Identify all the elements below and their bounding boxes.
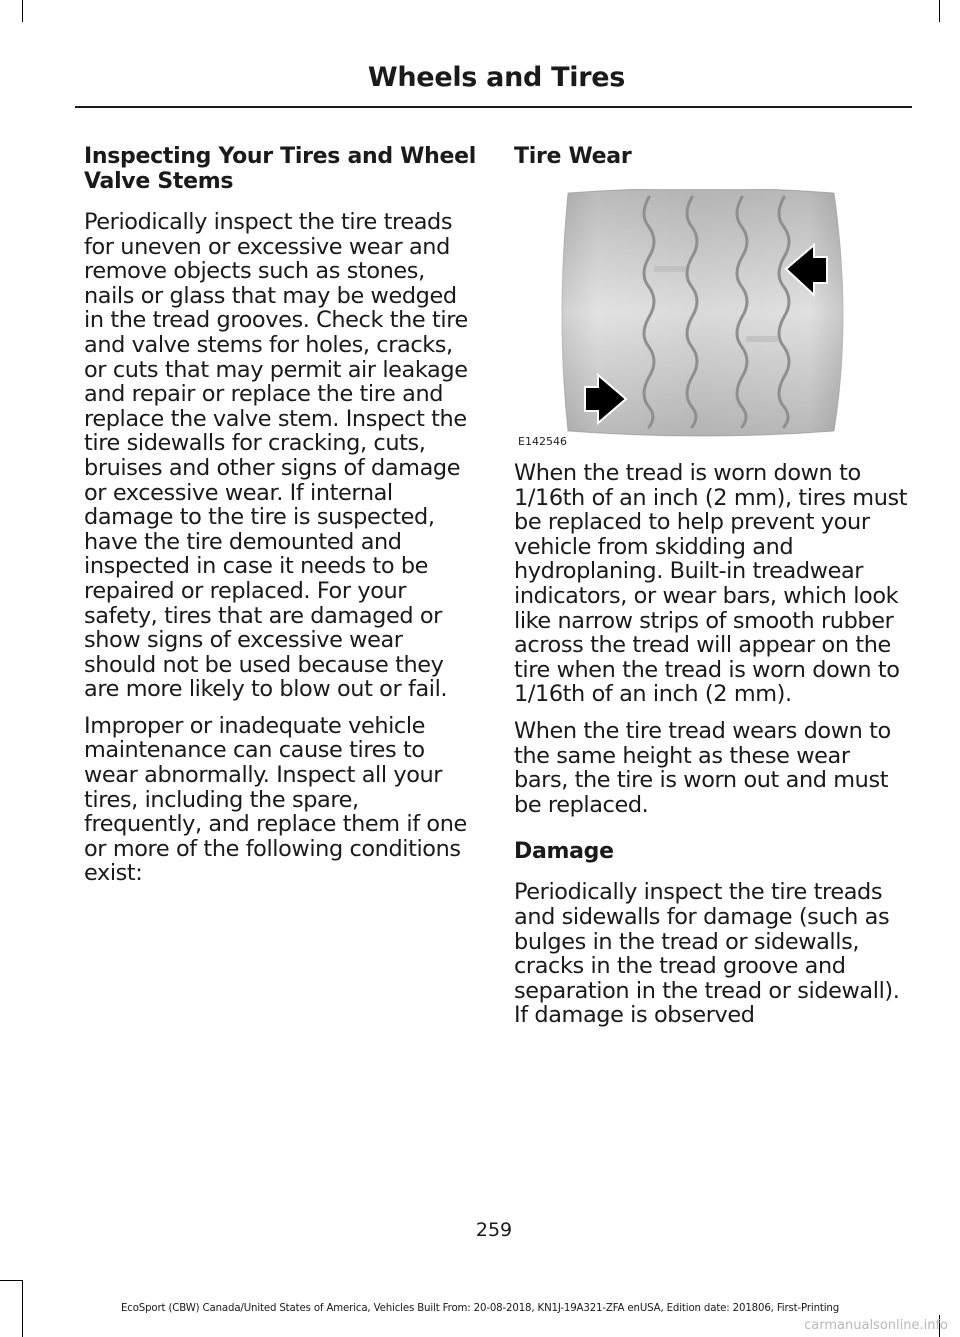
paragraph-maintenance: Improper or inadequate vehicle maintenance can cause tires to wear abnormally. Inspect all your tires, including the spare, frequently, and replace them if one or more of the following conditions exist: [84,712,467,887]
right-column [514,144,908,1040]
watermark: carmanualsonline.info [804,1318,948,1333]
page-header [0,62,912,93]
paragraph-wear-bars: When the tire tread wears down to the same height as these wear bars, the tire is worn out and must be replaced. [514,717,891,818]
header-divider [75,106,912,108]
figure-id-label: E142546 [518,435,567,448]
section-heading-tire-wear: Tire Wear [514,144,632,169]
page-number: 259 [475,1219,513,1241]
crop-mark-bottom-left-h [0,1280,22,1281]
crop-mark-top-left [22,0,23,22]
section-heading-damage: Damage [514,839,614,865]
paragraph-inspect-treads: Periodically inspect the tire treads for uneven or excessive wear and remove objects such as stones, nails or glass that may be wedged in the tread grooves. Check the tire and valve stems for holes, cracks, or cuts that may permit air leakage and repair or replace the tire and replace the valve stem. Inspect the tire sidewalls for cracking, cuts, bruises and other signs of damage or excessive wear. If internal damage to the tire is suspected, have the tire demounted and inspected in case it needs to be repaired or replaced. For your safety, tires that are damaged or show signs of excessive wear should not be used because they are more likely to blow out or fail. [84,209,468,703]
page-header-title: Wheels and Tires [367,62,625,93]
footer-edition-info: EcoSport (CBW) Canada/United States of America, Vehicles Built From: 20-08-2018, KN1J-19A321-ZFA enUSA, Edition date: 201806, First-Printing [120,1303,840,1314]
paragraph-damage: Periodically inspect the tire treads and sidewalls for damage (such as bulges in the tread or sidewalls, cracks in the tread groove and separation in the tread or sidewall). If damage is observed [514,879,900,1029]
section-heading-inspecting: Inspecting Your Tires and Wheel Valve Stems [84,144,476,194]
paragraph-tread-worn: When the tread is worn down to 1/16th of an inch (2 mm), tires must be replaced to help prevent your vehicle from skidding and hydroplaning. Built-in treadwear indicators, or wear bars, which look like narrow strips of smooth rubber across the tread will appear on the tire when the tread is worn down to 1/16th of an inch (2 mm). [514,460,908,708]
tire-wear-figure [514,189,908,453]
left-column [84,144,476,898]
crop-mark-top-right [939,0,940,22]
tire-tread-illustration [514,189,908,453]
